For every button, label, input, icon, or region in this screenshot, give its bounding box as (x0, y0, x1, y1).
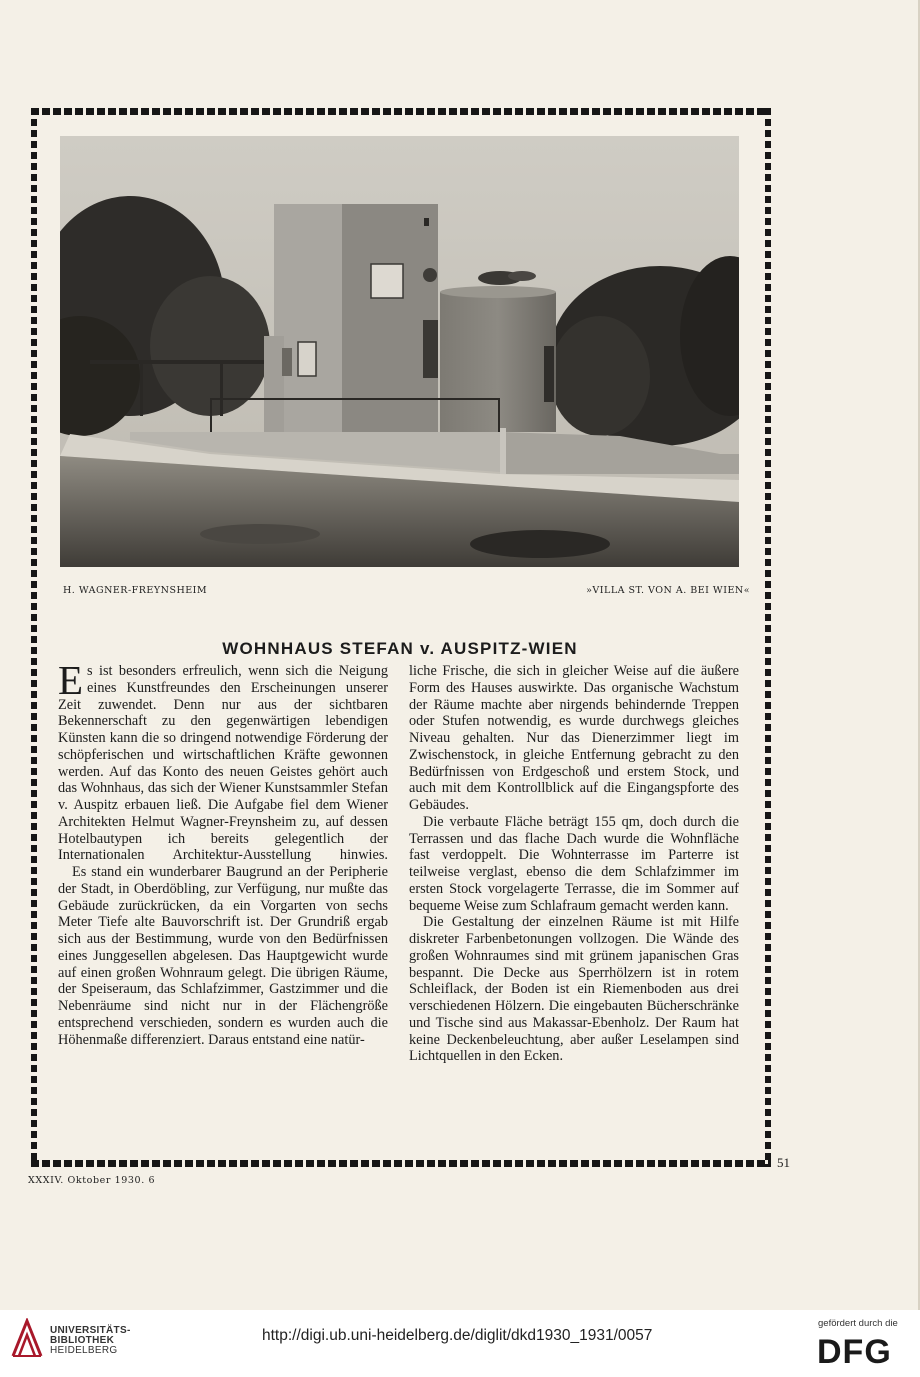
frame-bottom-border (31, 1160, 771, 1167)
funding-note: gefördert durch die (818, 1318, 898, 1329)
text-column-left (58, 657, 388, 1048)
frame-left-border (31, 108, 37, 1167)
paragraph-1-text: s ist besonders erfreulich, wenn sich die Neigung eines Kunstfreundes den Erscheinungen unserer Zeit zuwendet. Denn nur aus der sichtbaren Bekennerschaft zu den gegenwärtigen lebendigen Künsten kann die so dringend notwendige Förderung der schöpferischen und wirtschaftlichen Kräfte gewonnen werden. Auf das Konto des neuen Geistes gehört auch das Wohnhaus, das sich der Wiener Kunstsammler Stefan v. Auspitz erbauen ließ. Die Aufgabe fiel dem Wiener Architekten Helmut Wagner-Freynsheim zu, auf dessen Hotelbautypen ich bereits gelegentlich der Internationalen Architektur-Ausstellung hinwies. (58, 663, 388, 864)
page-number: 51 (777, 1155, 790, 1170)
dfg-logo-icon[interactable]: DFG (817, 1333, 892, 1371)
library-line-3: HEIDELBERG (50, 1345, 118, 1356)
photo-caption-architect: H. WAGNER-FREYNSHEIM (63, 585, 208, 596)
paragraph-4: Die verbaute Fläche beträgt 155 qm, doch durch die Terrassen und das flache Dach wurde die Wohnfläche fast verdoppelt. Die Wohnterrasse im Parterre ist teilweise verglast, ebenso die dem Schlafzimmer im ersten Stock vorgelagerte Terrasse, die im Sommer auf bequeme Weise zum Schlafraum gemacht werden kann. (409, 813, 739, 914)
paragraph-3: liche Frische, die sich in gleicher Weise auf die äußere Form des Hauses auswirkte. Das organische Wachstum der Räume machte aber nirgends behindernde Treppen oder Stufen notwendig, es wurde durchwegs gleiches Niveau gehalten. Nur das Dienerzimmer liegt im Zwischenstock, in gleiche Entfernung gebracht zu den Bedürfnissen von Erdgeschoß und erstem Stock, und auch mit dem Kontrollblick auf die Eingangspforte des Gebäudes. (409, 663, 739, 813)
paragraph-5: Die Gestaltung der einzelnen Räume ist mit Hilfe diskreter Farbenbetonungen vollzogen. Die Wände des großen Wohnraumes sind mit grünem japanischen Gras bespannt. Die Decke aus Sperrhölzern ist in rotem Schleiflack, der Boden ist ein Riemenboden aus drei verschiedenen Hölzern. Die eingebauten Bücherschränke und Tische sind aus Makassar-Ebenholz. Der Raum hat keine Deckenbeleuchtung, aber außer Leselampen sind Lichtquellen in den Ecken. (409, 914, 739, 1065)
frame-top-border (31, 108, 771, 115)
frame-right-border (765, 108, 771, 1167)
photo-caption-title: »VILLA ST. VON A. BEI WIEN« (586, 585, 750, 596)
villa-photograph (60, 136, 739, 567)
article-title: WOHNHAUS STEFAN v. AUSPITZ-WIEN (222, 639, 578, 659)
permalink-url[interactable]: http://digi.ub.uni-heidelberg.de/diglit/dkd1930_1931/0057 (262, 1327, 653, 1344)
university-library-logo-icon[interactable] (10, 1318, 44, 1358)
issue-signature: XXXIV. Oktober 1930. 6 (28, 1175, 156, 1186)
photograph-of-villa-icon (60, 136, 739, 567)
library-line-1: UNIVERSITÄTS- (50, 1325, 131, 1336)
paragraph-1 (58, 657, 388, 864)
university-library-name[interactable] (50, 1326, 131, 1356)
drop-cap: E (58, 657, 84, 703)
paragraph-2: Es stand ein wunderbarer Baugrund an der Peripherie der Stadt, in Oberdöbling, zur Verfügung, nur mußte das Gebäude zurückrücken, da ein Vorgarten von sechs Meter Tiefe alte Bauvorschrift ist. Der Grundriß ergab sich aus der Bestimmung, wurde von den Bedürfnissen eines Junggesellen abgelesen. Das Hauptgewicht wurde auf einen großen Wohnraum gelegt. Die übrigen Räume, der Speiseraum, das Schlafzimmer, Gastzimmer und die Nebenräume sind nicht nur in der Flächengröße entsprechend verschieden, sondern es wurden auch die Höhenmaße differenziert. Daraus entstand eine natür- (58, 864, 388, 1048)
text-column-right (409, 663, 739, 1065)
library-line-2: BIBLIOTHEK (50, 1335, 115, 1346)
